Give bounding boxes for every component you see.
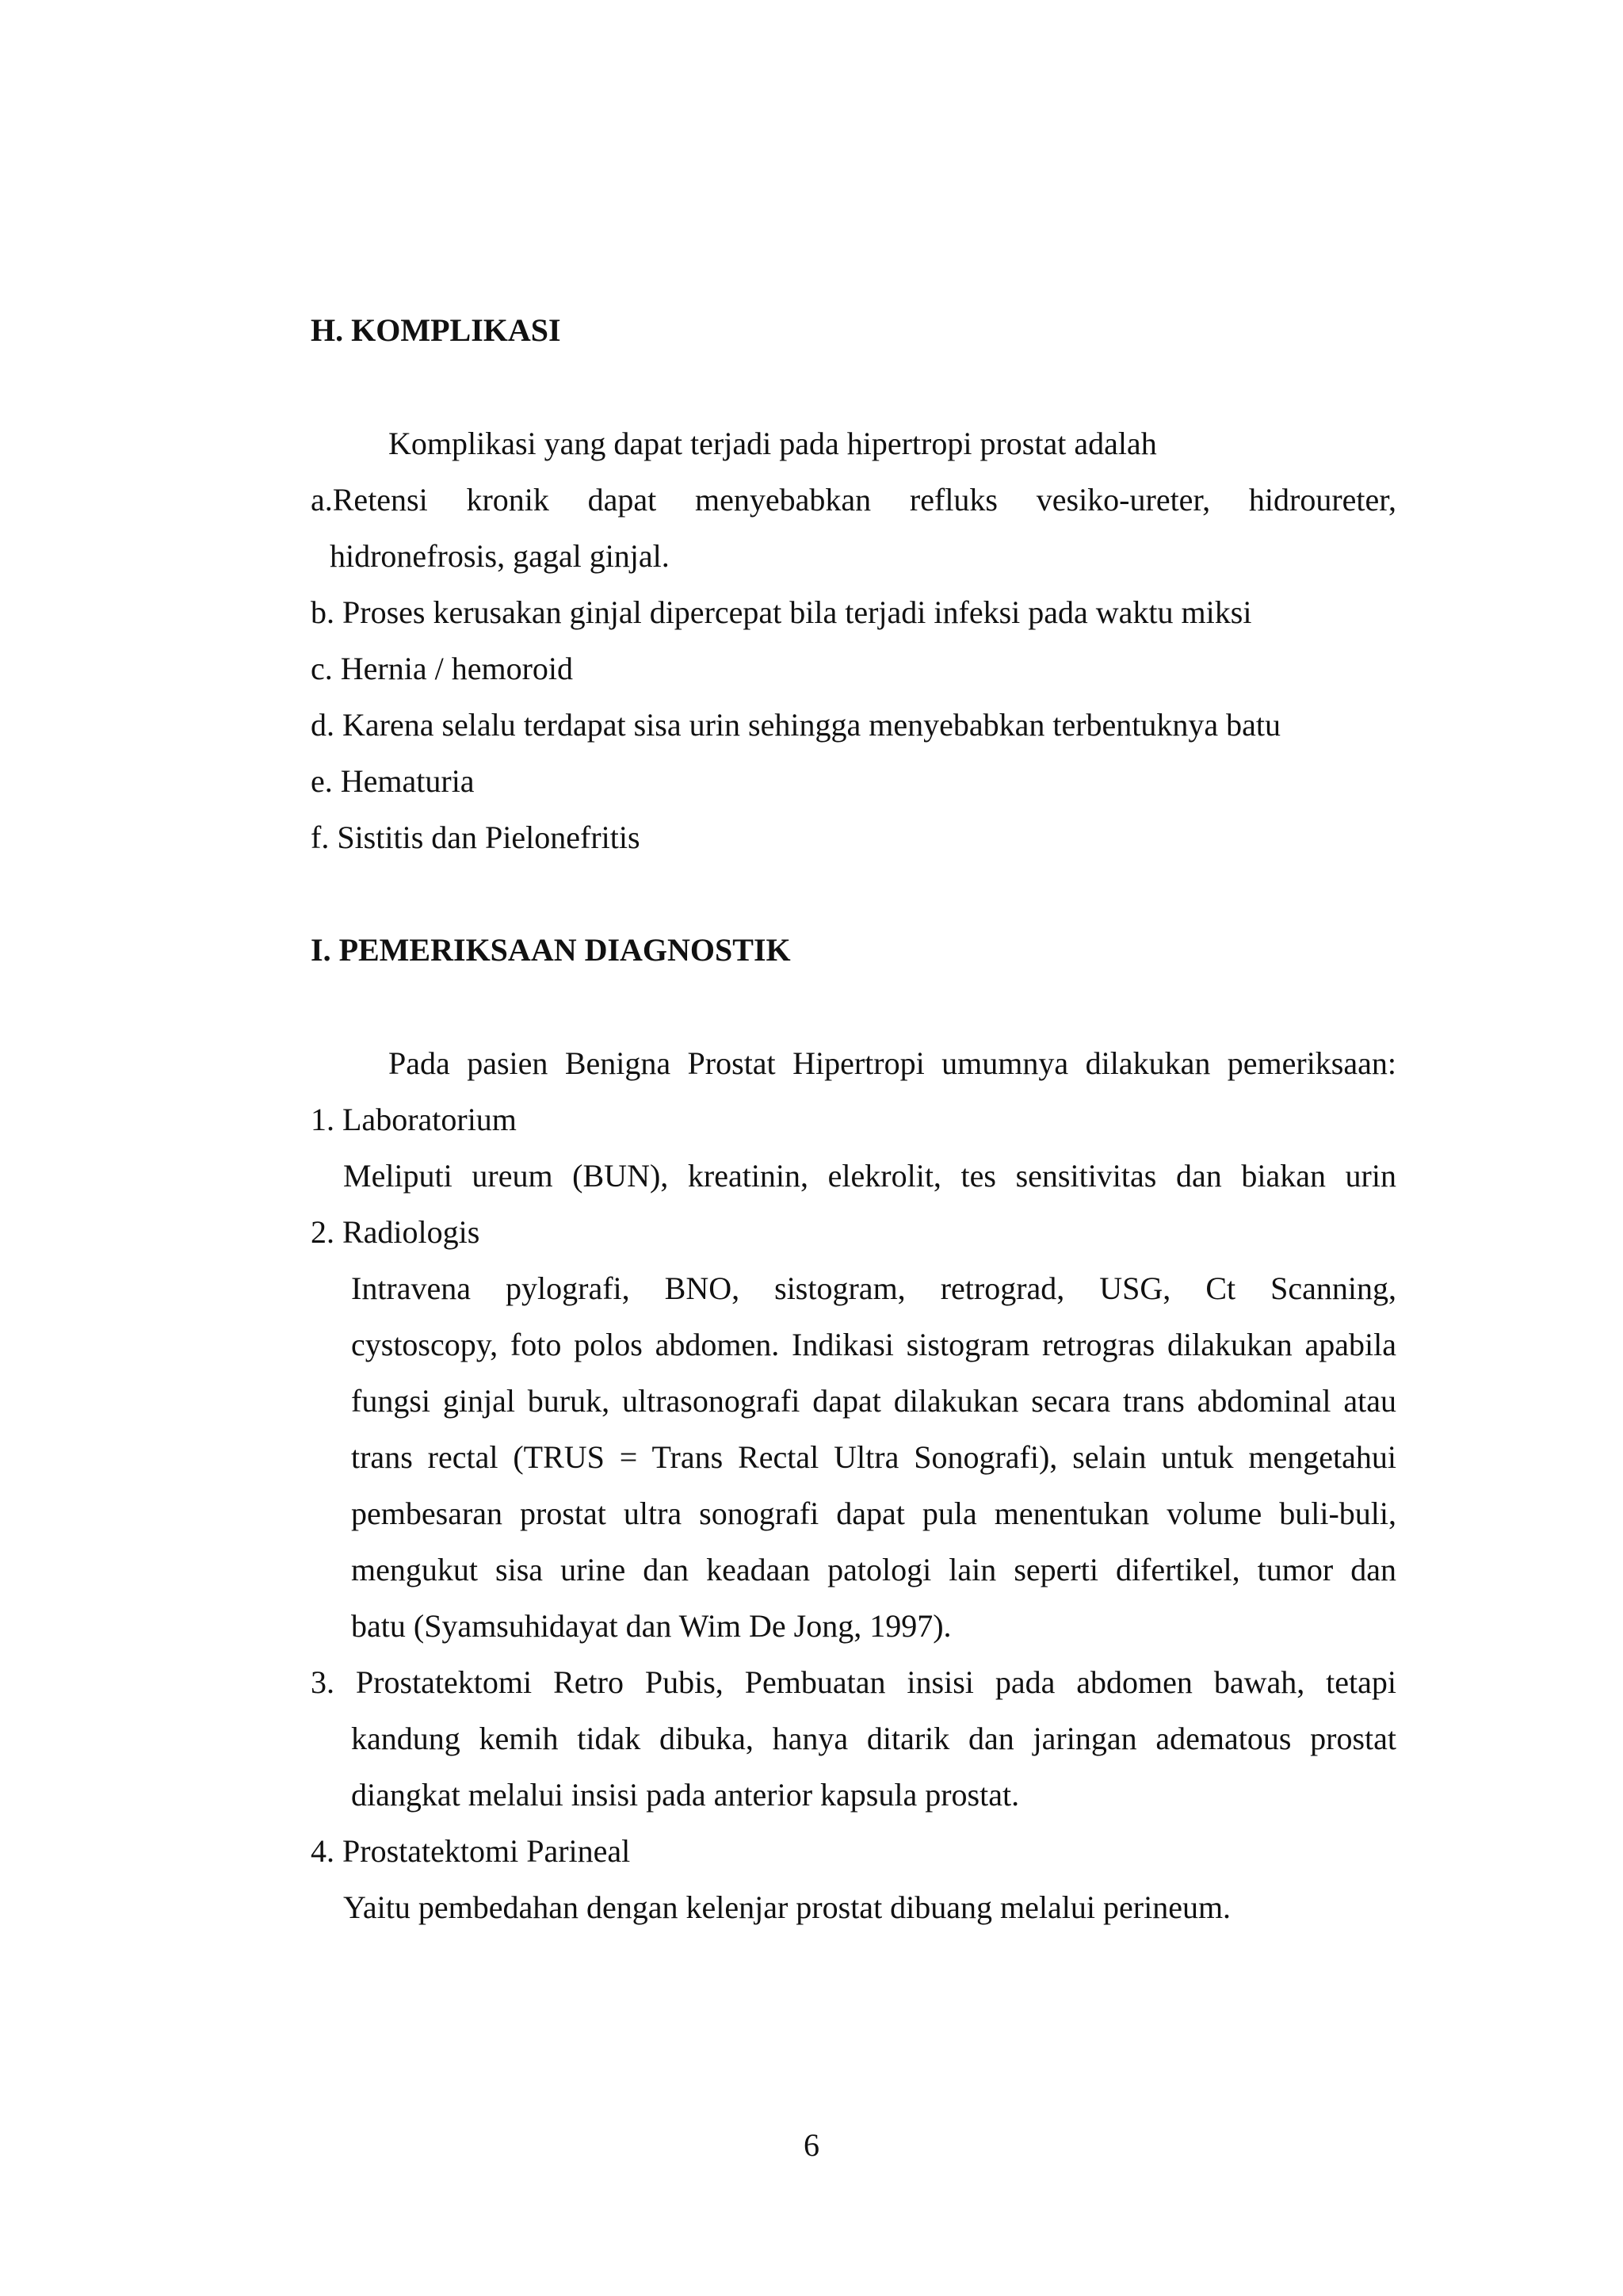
section-i-item-2-line: mengukut sisa urine dan keadaan patologi lain seperti difertikel, tumor dan [351, 1552, 1396, 1587]
section-i-item-2-line: cystoscopy, foto polos abdomen. Indikasi sistogram retrogras dilakukan apabila [351, 1327, 1396, 1362]
section-i-item-4-line: Yaitu pembedahan dengan kelenjar prostat dibuang melalui perineum. [343, 1889, 1232, 1925]
section-h-item-c: c. Hernia / hemoroid [311, 651, 573, 686]
section-i-item-3-line: 3. Prostatektomi Retro Pubis, Pembuatan insisi pada abdomen bawah, tetapi [311, 1664, 1396, 1700]
section-i-item-2-line: trans rectal (TRUS = Trans Rectal Ultra Sonografi), selain untuk mengetahui [351, 1439, 1396, 1475]
section-i-item-1-line: Meliputi ureum (BUN), kreatinin, elekrolit, tes sensitivitas dan biakan urin [343, 1158, 1396, 1194]
section-h-item-d: d. Karena selalu terdapat sisa urin sehingga menyebabkan terbentuknya batu [311, 707, 1281, 743]
section-h-item-a-line1: a.Retensi kronik dapat menyebabkan refluks vesiko-ureter, hidroureter, [311, 482, 1396, 518]
section-h-item-f: f. Sistitis dan Pielonefritis [311, 819, 640, 855]
section-h-item-b: b. Proses kerusakan ginjal dipercepat bila terjadi infeksi pada waktu miksi [311, 594, 1252, 630]
section-i-heading: I. PEMERIKSAAN DIAGNOSTIK [311, 932, 791, 968]
section-i-item-2-line: Intravena pylografi, BNO, sistogram, retrograd, USG, Ct Scanning, [351, 1270, 1396, 1306]
section-h-item-e: e. Hematuria [311, 763, 475, 799]
page-number: 6 [804, 2127, 819, 2163]
section-i-intro: Pada pasien Benigna Prostat Hipertropi umumnya dilakukan pemeriksaan: [388, 1045, 1396, 1081]
section-i-item-3-line: diangkat melalui insisi pada anterior kapsula prostat. [351, 1777, 1020, 1813]
section-h-item-a-line2: hidronefrosis, gagal ginjal. [330, 538, 670, 574]
section-i-item-2-line: batu (Syamsuhidayat dan Wim De Jong, 1997). [351, 1608, 952, 1644]
section-i-item-2-title: 2. Radiologis [311, 1214, 480, 1250]
section-h-intro: Komplikasi yang dapat terjadi pada hipertropi prostat adalah [388, 426, 1157, 461]
section-i-item-1-title: 1. Laboratorium [311, 1102, 517, 1137]
section-h-heading: H. KOMPLIKASI [311, 312, 561, 348]
section-i-item-3-line: kandung kemih tidak dibuka, hanya ditarik dan jaringan adematous prostat [351, 1721, 1396, 1756]
section-i-item-2-line: pembesaran prostat ultra sonografi dapat pula menentukan volume buli-buli, [351, 1496, 1396, 1531]
section-i-item-2-line: fungsi ginjal buruk, ultrasonografi dapat dilakukan secara trans abdominal atau [351, 1383, 1396, 1419]
section-i-item-4-title: 4. Prostatektomi Parineal [311, 1833, 631, 1869]
